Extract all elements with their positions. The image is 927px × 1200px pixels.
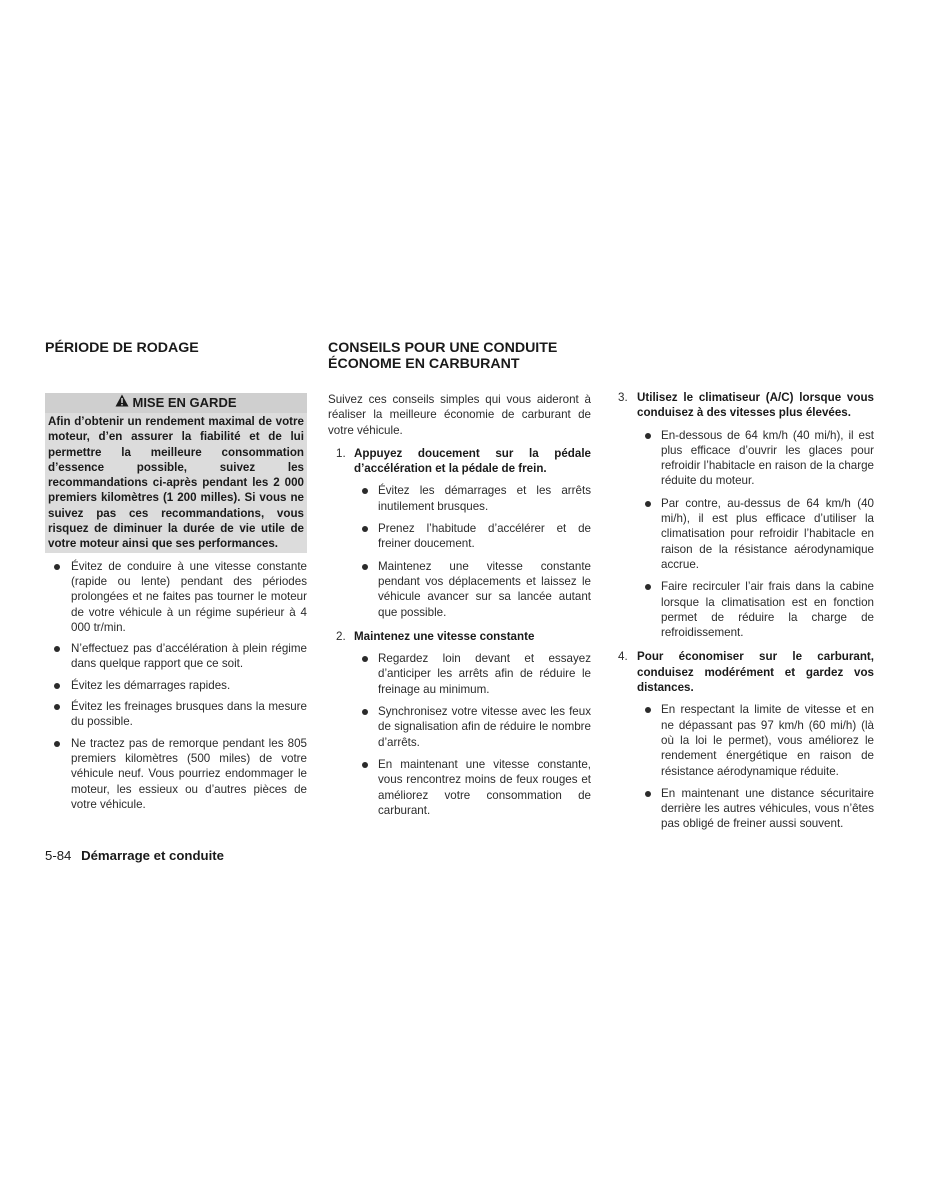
- list-item: N’effectuez pas d’accélération à plein régime dans quelque rapport que ce soit.: [45, 641, 307, 672]
- step-title: Utilisez le climatiseur (A/C) lorsque vous conduisez à des vitesses plus élevées.: [637, 391, 874, 420]
- step-bullet-list: [637, 428, 874, 641]
- list-item: Regardez loin devant et essayez d’anticiper les arrêts afin de réduire le freinage au minimum.: [354, 651, 591, 697]
- warning-triangle-icon: [115, 393, 129, 413]
- break-in-bullet-list: [45, 559, 307, 812]
- list-item: Évitez les freinages brusques dans la mesure du possible.: [45, 699, 307, 730]
- step-bullet-list: [354, 651, 591, 818]
- column-fuel-tips: [328, 340, 591, 827]
- list-item: En maintenant une distance sécuritaire derrière les autres véhicules, vous n’êtes pas obligé de freiner aussi souvent.: [637, 786, 874, 832]
- column-break-in: [45, 340, 307, 812]
- step-item: [618, 390, 874, 640]
- step-number: 2.: [336, 629, 346, 643]
- heading-line: CONSEILS POUR UNE CONDUITE: [328, 340, 558, 356]
- step-number: 3.: [618, 391, 628, 404]
- heading-line: ÉCONOME EN CARBURANT: [328, 356, 520, 372]
- warning-body: Afin d’obtenir un rendement maximal de votre moteur, d’en assurer la fiabilité et de lui permettre la meilleure consommation d’essence possible, suivez les recommandations ci-après pendant les 2 000 premiers kilomètres (1 200 milles). Si vous ne suivez pas ces recommandations, vous risquez de diminuer la durée de vie utile de votre moteur ainsi que ses performances.: [48, 415, 304, 551]
- step-item: [328, 446, 591, 620]
- list-item: Par contre, au-dessus de 64 km/h (40 mi/h), il est plus efficace d’utiliser la climatisation pour refroidir l’habitacle en raison de la résistance aérodynamique accrue.: [637, 496, 874, 572]
- step-number: 4.: [618, 650, 628, 664]
- step-title: Maintenez une vitesse constante: [354, 629, 535, 643]
- list-item: Évitez les démarrages et les arrêts inutilement brusques.: [354, 483, 591, 514]
- warning-box: [45, 393, 307, 553]
- step-bullet-list: [637, 702, 874, 831]
- step-item: [328, 629, 591, 818]
- list-item: Évitez les démarrages rapides.: [45, 678, 307, 693]
- list-item: En maintenant une vitesse constante, vous rencontrez moins de feux rouges et améliorez votre consommation de carburant.: [354, 757, 591, 818]
- step-item: [618, 649, 874, 831]
- step-bullet-list: [354, 483, 591, 619]
- list-item: En-dessous de 64 km/h (40 mi/h), il est plus efficace d’ouvrir les glaces pour refroidir l’habitacle en raison de la charge réduite du moteur.: [637, 428, 874, 489]
- warning-title-text: MISE EN GARDE: [132, 395, 237, 410]
- list-item: Faire recirculer l’air frais dans la cabine lorsque la climatisation est en fonction permet de réduire la charge de refroidissement.: [637, 579, 874, 640]
- list-item: Ne tractez pas de remorque pendant les 805 premiers kilomètres (500 miles) de votre véhicule neuf. Vous pourriez endommager le moteur, les essieux ou d’autres pièces de votre véhicule.: [45, 736, 307, 812]
- list-item: Prenez l’habitude d’accélérer et de freiner doucement.: [354, 521, 591, 552]
- list-item: Synchronisez votre vitesse avec les feux de signalisation afin de réduire le nombre d’arrêts.: [354, 704, 591, 750]
- list-item: En respectant la limite de vitesse et en ne dépassant pas 97 km/h (60 mi/h) (là où la loi le permet), vous améliorez le rendement énergétique en raison de résistance aérodynamique réduite.: [637, 702, 874, 778]
- steps-list: [328, 446, 591, 818]
- page-number: 5-84: [45, 848, 72, 863]
- heading-fuel-economy-tips: [328, 340, 591, 372]
- step-title: Pour économiser sur le carburant, conduisez modérément et gardez vos distances.: [637, 650, 874, 695]
- list-item: Évitez de conduire à une vitesse constante (rapide ou lente) pendant des périodes prolongées et ne faites pas tourner le moteur de votre véhicule à un régime supérieur à 4 000 tr/min.: [45, 559, 307, 635]
- page-footer: [45, 848, 224, 863]
- chapter-title: Démarrage et conduite: [81, 848, 224, 863]
- steps-list: [618, 390, 874, 832]
- column-fuel-tips-continued: [618, 390, 874, 841]
- warning-title: [45, 393, 307, 413]
- intro-paragraph: Suivez ces conseils simples qui vous aideront à réaliser la meilleure économie de carburant de votre véhicule.: [328, 393, 591, 437]
- step-number: 1.: [336, 446, 346, 460]
- step-title: Appuyez doucement sur la pédale d’accélération et la pédale de frein.: [354, 446, 591, 476]
- heading-break-in-period: PÉRIODE DE RODAGE: [45, 340, 199, 356]
- list-item: Maintenez une vitesse constante pendant vos déplacements et laissez le véhicule avancer sur sa lancée autant que possible.: [354, 559, 591, 620]
